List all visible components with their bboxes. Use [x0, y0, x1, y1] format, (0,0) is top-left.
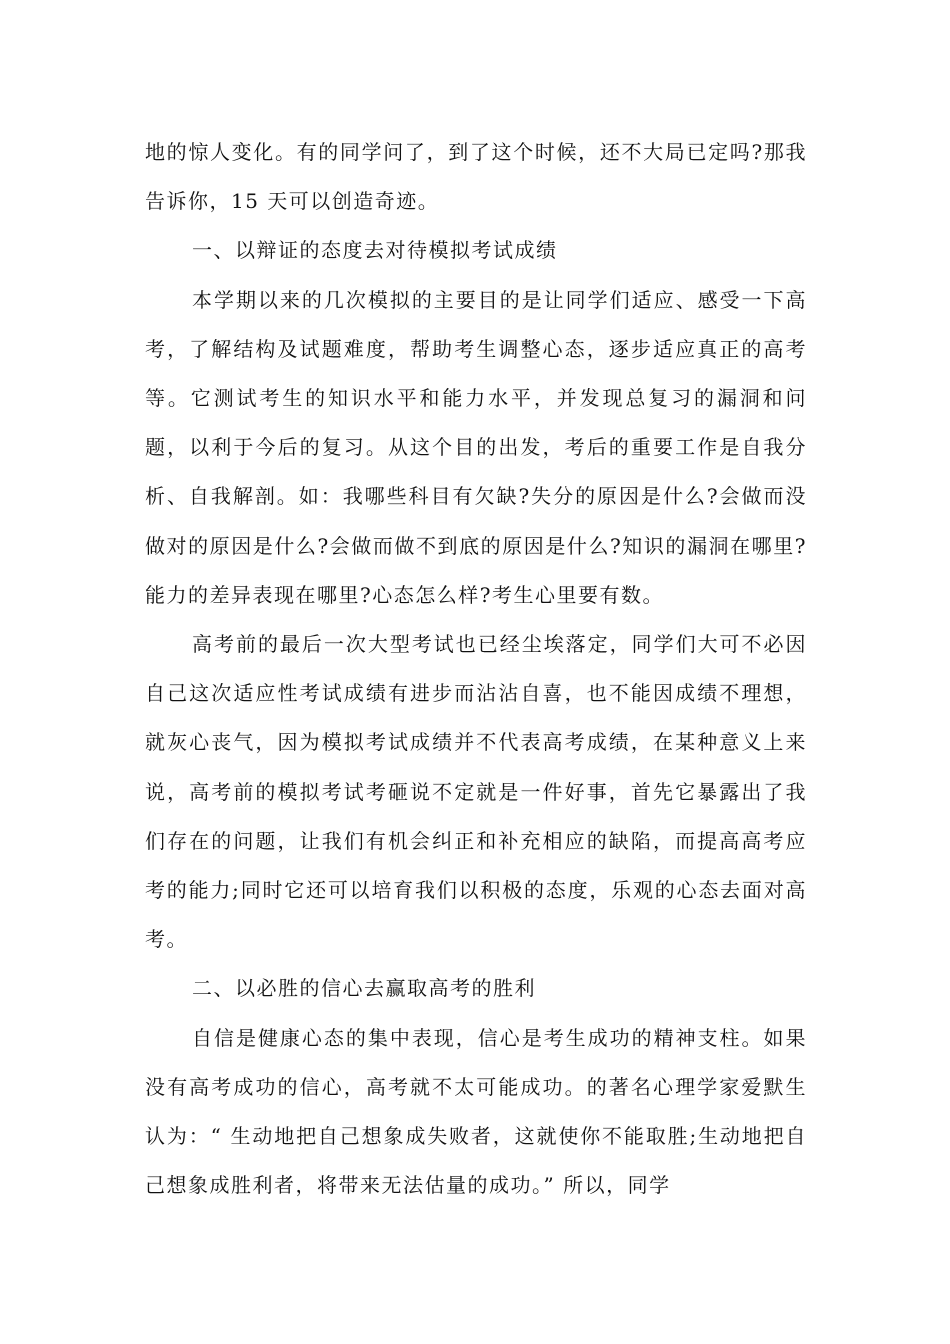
section-heading-1: 一、以辩证的态度去对待模拟考试成绩 — [192, 238, 558, 263]
paragraph-body: 本学期以来的几次模拟的主要目的是让同学们适应、感受一下高考，了解结构及试题难度，帮助考生调整心态，逐步适应真正的高考等。它测试考生的知识水平和能力水平，并发现总复习的漏洞和问题，以利于今后的复习。从这个目的出发，考后的重要工作是自我分析、自我解剖。如：我哪些科目有欠缺?失分的原因是什么?会做而没做对的原因是什么?会做而做不到底的原因是什么?知识的漏洞在哪里?能力的差异表现在哪里?心态怎么样?考生心里要有数。 — [145, 287, 807, 607]
document-body — [145, 128, 807, 1210]
paragraph-continuation: 地的惊人变化。有的同学问了，到了这个时候，还不大局已定吗?那我告诉你，15 天可以创造奇迹。 — [145, 140, 807, 214]
section-heading-2: 二、以必胜的信心去赢取高考的胜利 — [192, 976, 536, 1001]
paragraph-body: 高考前的最后一次大型考试也已经尘埃落定，同学们大可不必因自己这次适应性考试成绩有进步而沾沾自喜，也不能因成绩不理想，就灰心丧气，因为模拟考试成绩并不代表高考成绩，在某种意义上来说，高考前的模拟考试考砸说不定就是一件好事，首先它暴露出了我们存在的问题，让我们有机会纠正和补充相应的缺陷，而提高高考应考的能力;同时它还可以培育我们以积极的态度，乐观的心态去面对高考。 — [145, 632, 807, 952]
paragraph-body: 自信是健康心态的集中表现，信心是考生成功的精神支柱。如果没有高考成功的信心，高考就不太可能成功。的著名心理学家爱默生认为：“ 生动地把自己想象成失败者，这就使你不能取胜;生动地把自己想象成胜利者，将带来无法估量的成功。” 所以，同学 — [145, 1025, 807, 1198]
